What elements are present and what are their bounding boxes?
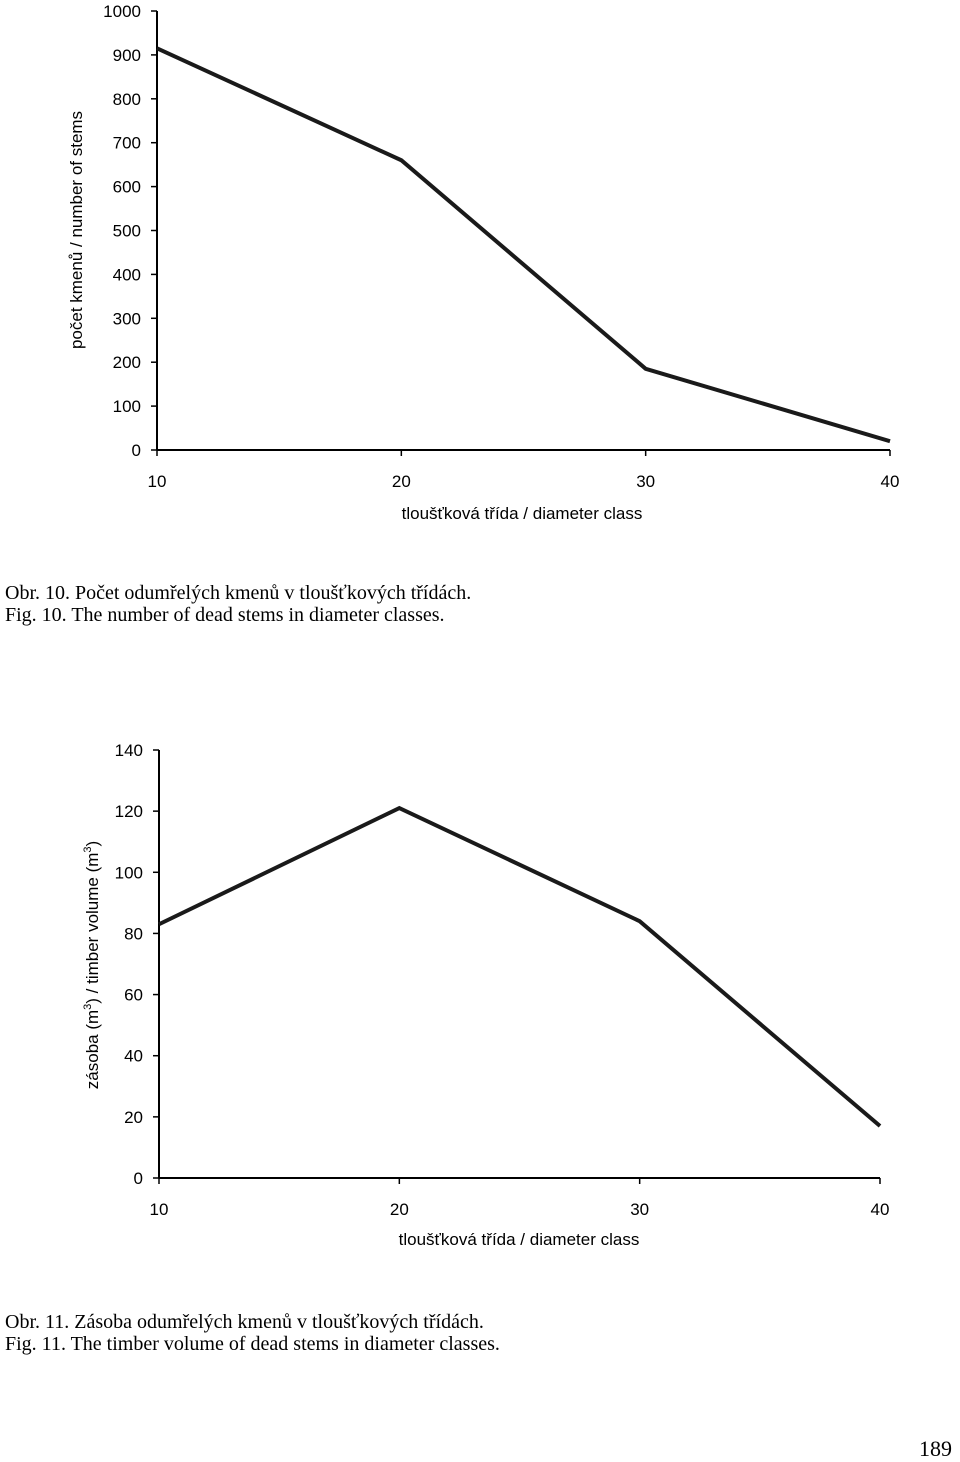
y-tick-label: 0: [133, 1169, 143, 1188]
x-axis: [150, 1178, 890, 1219]
y-tick-label: 700: [112, 133, 141, 153]
caption-czech: Obr. 10. Počet odumřelých kmenů v tloušťkových třídách.: [5, 582, 472, 604]
y-tick-label: 200: [112, 353, 141, 373]
x-tick-label: 40: [870, 1200, 890, 1219]
figure-11-caption: [5, 1311, 500, 1355]
page-number: 189: [919, 1436, 952, 1461]
caption-czech: Obr. 11. Zásoba odumřelých kmenů v tloušťkových třídách.: [5, 1311, 484, 1333]
x-tick-label: 10: [149, 1200, 169, 1219]
caption-english: Fig. 10. The number of dead stems in diameter classes.: [5, 604, 445, 626]
y-tick-label: 300: [112, 309, 141, 329]
y-tick-label: 1000: [103, 2, 141, 21]
x-tick-label: 30: [630, 1200, 650, 1219]
stems-chart: [0, 0, 960, 540]
y-tick-label: 500: [112, 221, 141, 241]
y-tick-label: 120: [114, 802, 143, 822]
y-tick-label: 800: [112, 89, 141, 109]
figure-10-caption: [5, 582, 471, 626]
x-tick-label: 20: [389, 1200, 409, 1219]
y-tick-label: 20: [124, 1107, 143, 1127]
caption-english: Fig. 11. The timber volume of dead stems in diameter classes.: [5, 1333, 500, 1355]
x-tick-label: 30: [636, 472, 656, 491]
y-tick-label: 140: [114, 741, 143, 760]
y-tick-label: 0: [131, 441, 141, 460]
y-tick-label: 100: [114, 863, 143, 883]
x-tick-label: 10: [147, 472, 167, 491]
stems-series-line: [157, 48, 890, 441]
y-tick-label: 600: [112, 177, 141, 197]
y-axis: [103, 2, 157, 460]
y-axis-title: zásoba $(m^3)$ / timber volume $(m^3)$: [82, 840, 102, 1090]
y-tick-label: 400: [112, 265, 141, 285]
y-axis-title: počet kmenů / number of stems: [67, 110, 86, 350]
x-tick-label: 20: [391, 472, 411, 491]
volume-series-line: [159, 808, 880, 1126]
y-tick-label: 100: [112, 397, 141, 417]
y-tick-label: 900: [112, 45, 141, 65]
y-axis: [115, 741, 159, 1188]
volume-chart: [0, 730, 960, 1260]
x-axis-title: tloušťková třída / diameter class: [398, 1230, 640, 1249]
y-tick-label: 80: [124, 924, 143, 944]
x-axis: [148, 450, 900, 491]
x-axis-title: tloušťková třída / diameter class: [401, 504, 643, 523]
x-tick-label: 40: [880, 472, 900, 491]
y-tick-label: 60: [124, 985, 143, 1005]
y-tick-label: 40: [124, 1046, 143, 1066]
